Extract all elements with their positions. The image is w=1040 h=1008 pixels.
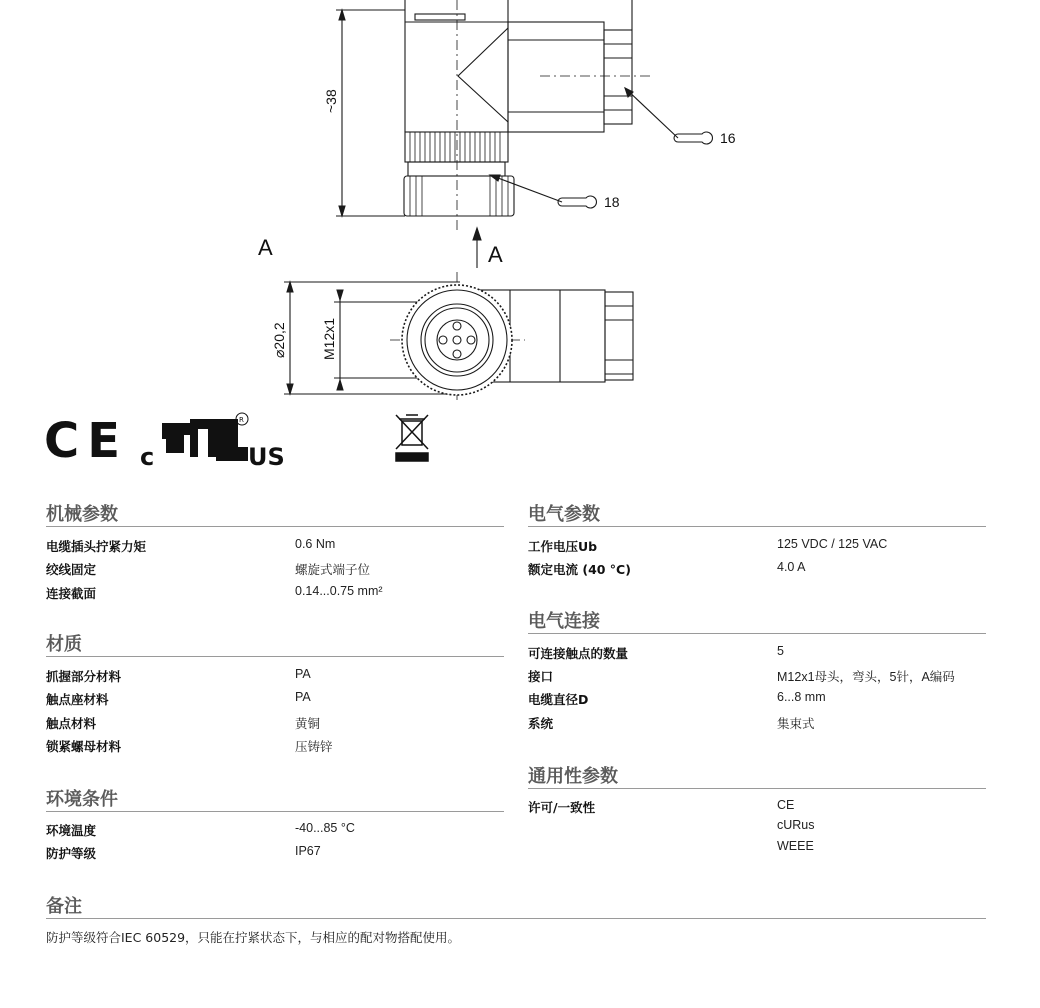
section-title-environment: 环境条件 xyxy=(46,789,118,810)
crossed-bin-icon xyxy=(396,415,428,461)
spec-label: 额定电流 (40 °C) xyxy=(528,562,631,577)
approval-value: WEEE xyxy=(777,839,814,853)
divider xyxy=(46,811,504,812)
approval-value: CE xyxy=(777,798,795,812)
spec-value: PA xyxy=(295,667,311,681)
spec-value: 6...8 mm xyxy=(777,690,826,704)
spec-value: -40...85 °C xyxy=(295,821,355,835)
spec-label: 工作电压Ub xyxy=(528,539,598,554)
spec-label: 电缆直径D xyxy=(528,692,589,707)
ul-mark-icon xyxy=(140,413,285,471)
spec-value: PA xyxy=(295,690,311,704)
spec-value: 4.0 A xyxy=(777,560,806,574)
spec-label: 抓握部分材料 xyxy=(46,669,122,684)
svg-text:R: R xyxy=(239,416,244,424)
spec-label: 绞线固定 xyxy=(46,562,97,577)
dim-diameter-label: ⌀20,2 xyxy=(271,322,287,358)
section-title-remarks: 备注 xyxy=(46,896,82,917)
divider xyxy=(46,656,504,657)
dim-length-label: ~38 xyxy=(323,89,339,113)
spec-label: 连接截面 xyxy=(46,586,97,601)
wrench-size-label: 18 xyxy=(604,194,620,210)
approval-value: cURus xyxy=(777,818,815,832)
spec-value: 125 VDC / 125 VAC xyxy=(777,537,888,551)
spec-value: M12x1母头，弯头，5针，A编码 xyxy=(777,670,955,684)
divider xyxy=(46,918,986,919)
svg-text:US: US xyxy=(248,443,285,471)
section-title-electrical: 电气参数 xyxy=(528,504,600,525)
wrench-size-label: 16 xyxy=(720,130,736,146)
spec-value: 压铸锌 xyxy=(295,740,333,754)
divider xyxy=(528,788,986,789)
certification-logos xyxy=(40,405,480,475)
ce-mark-icon xyxy=(44,413,128,469)
section-title-material: 材质 xyxy=(46,634,82,655)
spec-value: 螺旋式端子位 xyxy=(295,563,371,577)
spec-label: 环境温度 xyxy=(46,823,97,838)
svg-text:c: c xyxy=(140,443,155,471)
section-title-general: 通用性参数 xyxy=(528,766,618,787)
svg-text:CE: CE xyxy=(44,413,129,469)
divider xyxy=(528,526,986,527)
spec-value: 0.14...0.75 mm² xyxy=(295,584,383,598)
spec-label: 触点座材料 xyxy=(46,692,109,707)
spec-value: 5 xyxy=(777,644,784,658)
spec-value: IP67 xyxy=(295,844,321,858)
spec-label: 系统 xyxy=(528,716,554,731)
wrench-icon xyxy=(558,196,596,208)
dim-thread-label: M12x1 xyxy=(321,317,337,360)
view-label: A xyxy=(258,235,273,260)
section-title-mechanical: 机械参数 xyxy=(46,504,118,525)
divider xyxy=(46,526,504,527)
spec-value: 0.6 Nm xyxy=(295,537,336,551)
spec-label: 锁紧螺母材料 xyxy=(46,739,122,754)
spec-value: 黄铜 xyxy=(295,717,321,731)
connector-drawing xyxy=(0,0,1040,400)
spec-label: 防护等级 xyxy=(46,846,97,861)
spec-value: 集束式 xyxy=(777,717,815,731)
spec-label: 可连接触点的数量 xyxy=(528,646,629,661)
spec-label: 电缆插头拧紧力矩 xyxy=(46,539,147,554)
spec-label: 许可/一致性 xyxy=(528,800,596,815)
spec-label: 触点材料 xyxy=(46,716,97,731)
view-arrow-label: A xyxy=(488,242,503,267)
spec-label: 接口 xyxy=(528,669,554,684)
wrench-icon xyxy=(674,132,712,144)
remarks-text: 防护等级符合IEC 60529，只能在拧紧状态下，与相应的配对物搭配使用。 xyxy=(46,930,461,945)
section-title-connection: 电气连接 xyxy=(528,611,600,632)
divider xyxy=(528,633,986,634)
